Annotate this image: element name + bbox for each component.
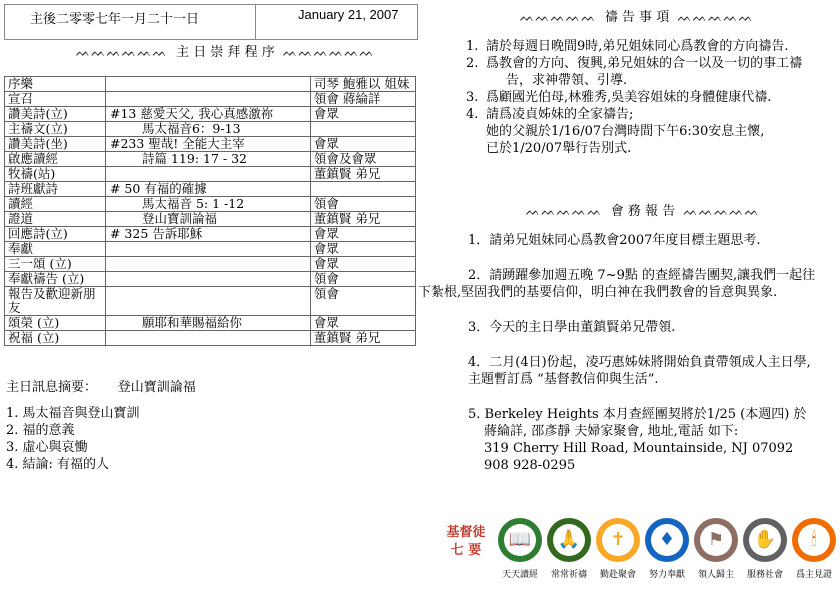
order-row (5, 257, 416, 272)
order-row (5, 92, 416, 107)
prayer-title-text: 禱 告 事 項 (604, 10, 670, 25)
order-item: 讚美詩(坐) (5, 137, 106, 152)
order-leader: 董鎮賢 弟兄 (310, 331, 415, 346)
prayer-item-line: 請爲凌貞姊妹的全家禱告; (486, 107, 634, 122)
order-detail: 馬太福音 5: 1 -12 (105, 197, 310, 212)
order-detail: 馬太福音6：9-13 (105, 122, 310, 137)
order-item: 回應詩(立) (5, 227, 106, 242)
order-item: 啟應讀經 (5, 152, 106, 167)
essential-caption: 領人歸主 (697, 570, 734, 580)
order-leader: 領會 蔣綸詳 (310, 92, 415, 107)
church-report-list (418, 232, 834, 492)
order-item: 讀經 (5, 197, 106, 212)
essential-caption: 爲主見證 (795, 570, 832, 580)
decorative-swirl-icon: ᨓᨓᨓᨓᨓ (677, 10, 754, 24)
essential-caption: 服務社會 (746, 570, 783, 580)
essential-item (594, 518, 642, 580)
order-item: 奉獻 (5, 242, 106, 257)
report-item (418, 319, 834, 336)
sermon-title: 登山寶訓論福 (117, 380, 196, 395)
prayer-item-line: 爲教會的方向、復興,弟兄姐妹的合一以及一切的事工禱 (486, 56, 803, 71)
report-item (418, 267, 834, 301)
order-detail (105, 257, 310, 272)
decorative-swirl-icon: ᨓᨓᨓᨓᨓᨓ (76, 45, 168, 59)
order-leader: 會眾 (310, 316, 415, 331)
order-leader (310, 182, 415, 197)
order-row (5, 212, 416, 227)
report-item-line: 4．二月(4日)份起，凌巧惠姊妹將開始負責帶領成人主日學, (468, 355, 811, 370)
essential-item (692, 518, 740, 580)
report-item-line: 2．請踴躍參加週五晚 7~9點 的查經禱告團契,讓我們一起往 (468, 268, 816, 283)
order-row (5, 137, 416, 152)
prayer-item (466, 55, 830, 89)
order-row (5, 316, 416, 331)
report-item-line: 5. Berkeley Heights 本月查經團契將於1/25 (本週四) 於 (468, 407, 807, 422)
order-row (5, 242, 416, 257)
sermon-point: 2. 福的意義 (6, 423, 75, 438)
prayer-item-number: 1. (466, 39, 479, 54)
order-detail (105, 287, 310, 316)
date-chinese: 主後二零零七年一月二十一日 (30, 12, 200, 27)
order-item: 證道 (5, 212, 106, 227)
report-item-line: 3．今天的主日學由董鎮賢弟兄帶領. (468, 320, 676, 335)
report-item-line: 319 Cherry Hill Road, Mountainside, NJ 07092 (484, 441, 794, 456)
praying-icon: 🙏 (547, 518, 591, 562)
prayer-item (466, 89, 830, 106)
report-item-line: 下紮根,堅固我們的基要信仰，明白神在我們教會的旨意與異象. (418, 285, 778, 300)
serving-hands-icon: ✋ (743, 518, 787, 562)
essential-item (545, 518, 593, 580)
sermon-point: 4. 結論: 有福的人 (6, 457, 110, 472)
order-row (5, 107, 416, 122)
order-leader: 領會及會眾 (310, 152, 415, 167)
order-leader: 董鎮賢 弟兄 (310, 167, 415, 182)
order-row (5, 77, 416, 92)
essential-item (496, 518, 544, 580)
essential-item (741, 518, 789, 580)
order-item: 奉獻禱告 (立) (5, 272, 106, 287)
decorative-swirl-icon: ᨓᨓᨓᨓᨓᨓ (283, 45, 375, 59)
sermon-point: 1. 馬太福音與登山寶訓 (6, 406, 140, 421)
essential-item (790, 518, 838, 580)
seven-essentials-banner (440, 518, 836, 588)
order-detail: #233 聖哉! 全能大主宰 (105, 137, 310, 152)
report-item (418, 406, 834, 474)
order-item: 主禱文(立) (5, 122, 106, 137)
essential-caption: 努力奉獻 (648, 570, 685, 580)
order-detail (105, 331, 310, 346)
prayer-item-number: 2. (466, 56, 479, 71)
report-item (418, 232, 834, 249)
order-leader (310, 122, 415, 137)
prayer-item (466, 38, 830, 55)
order-leader: 司琴 鮑雅以 姐妹 (310, 77, 415, 92)
date-english: January 21, 2007 (298, 7, 399, 22)
guiding-people-icon: ⚑ (694, 518, 738, 562)
offering-icon: ♦ (645, 518, 689, 562)
order-leader: 領會 (310, 197, 415, 212)
order-item: 序樂 (5, 77, 106, 92)
prayer-item (466, 106, 830, 157)
order-row (5, 272, 416, 287)
essential-caption: 勤赴聚會 (599, 570, 636, 580)
decorative-swirl-icon: ᨓᨓᨓᨓᨓ (683, 204, 760, 218)
essential-caption: 天天讀經 (501, 570, 538, 580)
report-item-line: 蔣綸詳, 邵彥靜 夫婦家聚會, 地址,電話 如下: (484, 424, 739, 439)
order-item: 讚美詩(立) (5, 107, 106, 122)
prayer-item-line: 已於1/20/07舉行告別式. (486, 141, 632, 156)
report-title-text: 會 務 報 告 (610, 204, 676, 219)
order-item: 頌榮 (立) (5, 316, 106, 331)
order-row (5, 167, 416, 182)
prayer-items-title (520, 6, 754, 25)
prayer-item-number: 3. (466, 90, 479, 105)
order-detail (105, 77, 310, 92)
reading-bible-icon: 📖 (498, 518, 542, 562)
essential-caption: 常常祈禱 (550, 570, 587, 580)
order-title-text: 主 日 崇 拜 程 序 (176, 45, 275, 60)
essential-item (643, 518, 691, 580)
report-item-line: 主題暫訂爲 “基督教信仰與生活”. (468, 372, 659, 387)
order-leader: 會眾 (310, 107, 415, 122)
order-row (5, 227, 416, 242)
sermon-points (6, 405, 140, 473)
order-leader: 會眾 (310, 242, 415, 257)
order-detail (105, 92, 310, 107)
order-row (5, 197, 416, 212)
church-report-title (526, 200, 760, 219)
prayer-items-list (466, 38, 830, 157)
order-detail: 登山寶訓論福 (105, 212, 310, 227)
order-detail (105, 167, 310, 182)
order-detail (105, 242, 310, 257)
prayer-item-number: 4. (466, 107, 479, 122)
church-cross-icon: ✝ (596, 518, 640, 562)
order-of-service-title (76, 41, 375, 60)
order-detail: # 325 告訴耶穌 (105, 227, 310, 242)
order-leader: 會眾 (310, 227, 415, 242)
prayer-item-line: 她的父親於1/16/07台灣時間下午6:30安息主懷, (486, 124, 765, 139)
order-item: 詩班獻詩 (5, 182, 106, 197)
order-item: 報告及歡迎新朋友 (5, 287, 106, 316)
order-leader: 領會 (310, 287, 415, 316)
prayer-item-line: 告，求神帶領、引導. (506, 73, 628, 88)
candle-witness-icon: 🕯 (792, 518, 836, 562)
order-item: 牧禱(站) (5, 167, 106, 182)
order-detail (105, 272, 310, 287)
order-row (5, 287, 416, 316)
decorative-swirl-icon: ᨓᨓᨓᨓᨓ (526, 204, 603, 218)
sermon-label: 主日訊息摘要： (6, 380, 98, 395)
order-item: 宣召 (5, 92, 106, 107)
order-item: 祝福 (立) (5, 331, 106, 346)
order-detail: 詩篇 119: 17 - 32 (105, 152, 310, 167)
sermon-point: 3. 虛心與哀慟 (6, 440, 88, 455)
order-row (5, 182, 416, 197)
report-item (418, 354, 834, 388)
report-item-line: 908 928-0295 (484, 458, 576, 473)
order-detail: 願耶和華賜福給你 (105, 316, 310, 331)
sermon-summary-heading (6, 376, 196, 395)
prayer-item-line: 爲顧國光伯母,林雅秀,吳美容姐妹的身體健康代禱. (486, 90, 772, 105)
order-of-service-table (4, 76, 416, 346)
order-leader: 會眾 (310, 257, 415, 272)
order-row (5, 331, 416, 346)
order-row (5, 152, 416, 167)
order-row (5, 122, 416, 137)
decorative-swirl-icon: ᨓᨓᨓᨓᨓ (520, 10, 597, 24)
report-item-line: 1．請弟兄姐妹同心爲教會2007年度目標主題思考. (468, 233, 761, 248)
seven-essentials-label: 基督徒 七 要 (446, 525, 486, 558)
order-leader: 會眾 (310, 137, 415, 152)
order-leader: 領會 (310, 272, 415, 287)
order-detail: #13 慈愛天父, 我心真感激祢 (105, 107, 310, 122)
order-detail: # 50 有福的確據 (105, 182, 310, 197)
prayer-item-line: 請於每週日晚間9時,弟兄姐妹同心爲教會的方向禱告. (486, 39, 789, 54)
order-leader: 董鎮賢 弟兄 (310, 212, 415, 227)
order-item: 三一頌 (立) (5, 257, 106, 272)
